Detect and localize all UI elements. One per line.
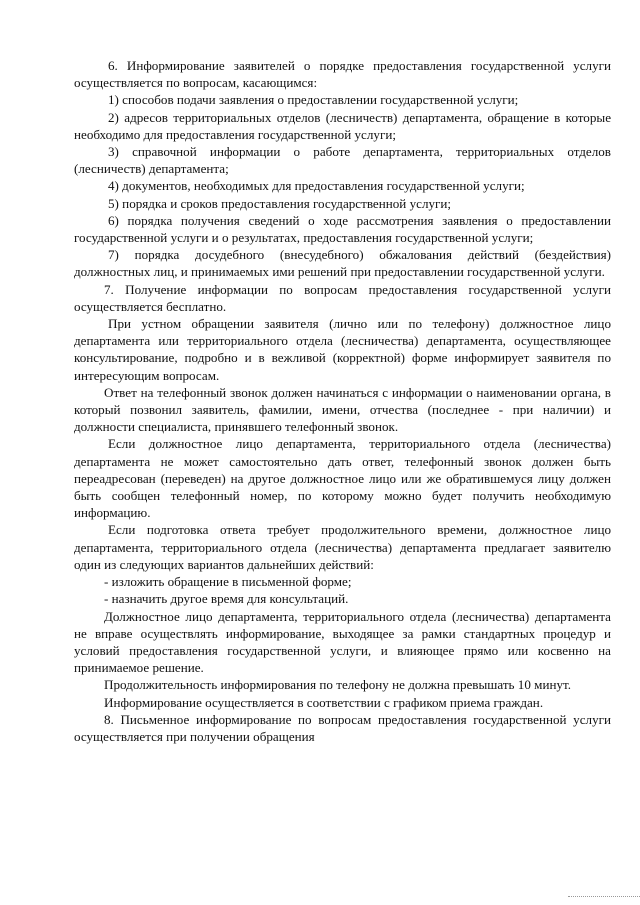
list-item: - изложить обращение в письменной форме; bbox=[104, 574, 352, 590]
paragraph: Ответ на телефонный звонок должен начинаться с информации о наименовании органа, в который позвонил заявитель, фамилии, имени, отчества (последнее - при наличии) и должности специалиста, принявшего телефонный звонок. bbox=[74, 384, 611, 435]
paragraph: Информирование осуществляется в соответствии с графиком приема граждан. bbox=[104, 694, 544, 710]
paragraph: Если подготовка ответа требует продолжительного времени, должностное лицо департамента, территориального отдела (лесничества) департамента предлагает заявителю один из следующих вариантов дальнейших действий: bbox=[74, 522, 611, 572]
list-item: 7) порядка досудебного (внесудебного) обжалования действий (бездействия) должностных лиц, и принимаемых ими решений при предоставлении государственной услуги. bbox=[74, 247, 611, 280]
list-item: 6) порядка получения сведений о ходе рассмотрения заявления о предоставлении государственной услуги и о результатах, предоставления государственной услуги; bbox=[74, 212, 611, 246]
paragraph: Продолжительность информирования по телефону не должна превышать 10 минут. bbox=[104, 677, 572, 693]
list-item: 2) адресов территориальных отделов (лесничеств) департамента, обращение в которые необходимо для предоставления государственной услуги; bbox=[74, 109, 611, 142]
list-item: 5) порядка и сроков предоставления государственной услуги; bbox=[108, 195, 452, 211]
paragraph: 7. Получение информации по вопросам предоставления государственной услуги осуществляется бесплатно. bbox=[74, 281, 611, 314]
page-edge-line bbox=[568, 896, 640, 897]
paragraph: Если должностное лицо департамента, территориального отдела (лесничества) департамента не может самостоятельно дать ответ, телефонный звонок должен быть переадресован (переведен) на другое должностное лицо или же обратившемуся лицу должен быть сообщен телефонный номер, по которому можно будет получить необходимую информацию. bbox=[74, 436, 611, 521]
paragraph: 8. Письменное информирование по вопросам предоставления государственной услуги осуществляется при получении обращения bbox=[74, 711, 611, 744]
paragraph: 6. Информирование заявителей о порядке предоставления государственной услуги осуществляется по вопросам, касающимся: bbox=[74, 58, 611, 91]
list-item: 3) справочной информации о работе департамента, территориальных отделов (лесничеств) департамента; bbox=[74, 144, 611, 177]
paragraph: Должностное лицо департамента, территориального отдела (лесничества) департамента не вправе осуществлять информирование, выходящее за рамки стандартных процедур и условий предоставления государственной услуги, и влияющее прямо или косвенно на принимаемое решение. bbox=[74, 608, 611, 676]
list-item: 4) документов, необходимых для предоставления государственной услуги; bbox=[108, 178, 525, 194]
list-item: - назначить другое время для консультаций. bbox=[104, 591, 349, 607]
paragraph: При устном обращении заявителя (лично или по телефону) должностное лицо департамента или территориального отдела (лесничества) департамента, осуществляющее консультирование, подробно и в вежливой (корректной) форме информирует заявителя по интересующим вопросам. bbox=[74, 316, 611, 383]
document-body bbox=[74, 57, 611, 745]
list-item: 1) способов подачи заявления о предоставлении государственной услуги; bbox=[108, 92, 519, 108]
